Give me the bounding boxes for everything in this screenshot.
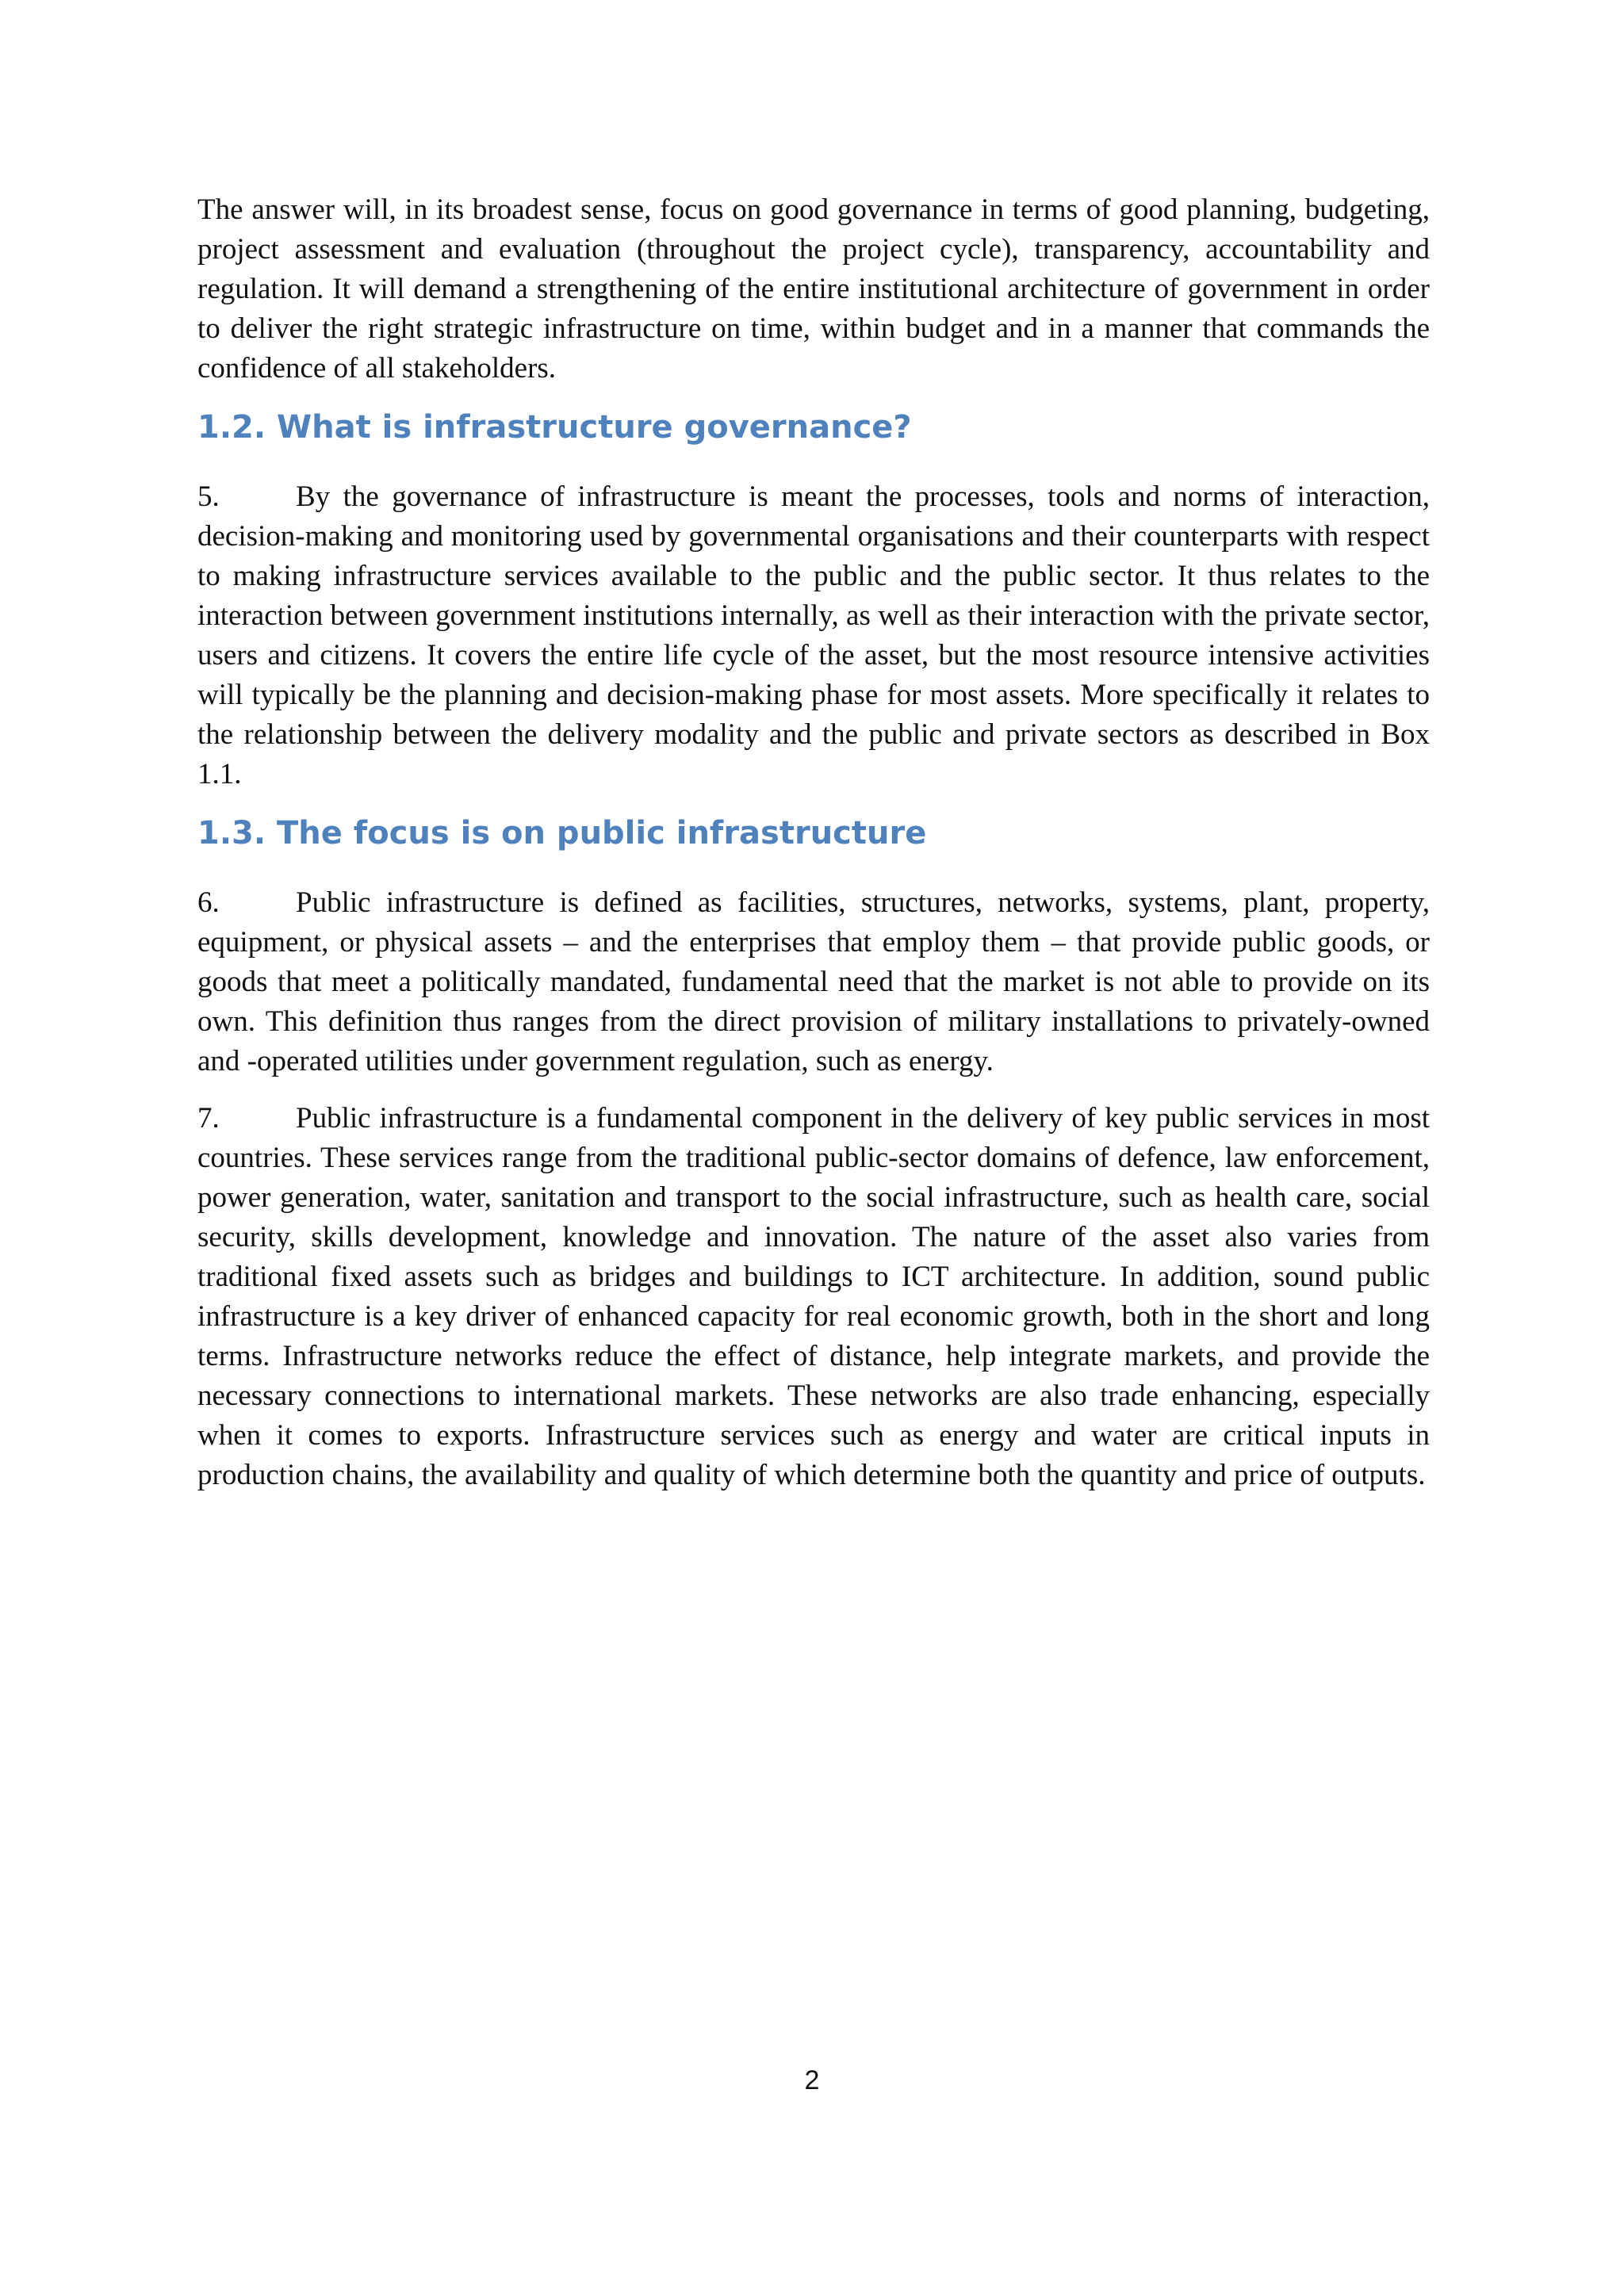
section-heading-1-3: 1.3. The focus is on public infrastructure xyxy=(197,815,927,851)
paragraph-5 xyxy=(197,477,1430,794)
page-number: 2 xyxy=(804,2065,820,2095)
page-content xyxy=(197,190,1430,1513)
paragraph-number: 7. xyxy=(197,1102,220,1135)
section-heading-1-2: 1.2. What is infrastructure governance? xyxy=(197,409,912,446)
paragraph-7 xyxy=(197,1099,1430,1495)
paragraph-text: Public infrastructure is defined as facilities, structures, networks, systems, plant, property, equipment, or physical assets – and the enterprises that employ them – that provide public goods, or goods that meet a politically mandated, fundamental need that the market is not able to provide on its own. This definition thus ranges from the direct provision of military installations to privately-owned and -operated utilities under government regulation, such as energy. xyxy=(197,886,1430,1077)
paragraph-text: Public infrastructure is a fundamental component in the delivery of key public services in most countries. These services range from the traditional public-sector domains of defence, law enforcement, power generation, water, sanitation and transport to the social infrastructure, such as health care, social security, skills development, knowledge and innovation. The nature of the asset also varies from traditional fixed assets such as bridges and buildings to ICT architecture. In addition, sound public infrastructure is a key driver of enhanced capacity for real economic growth, both in the short and long terms. Infrastructure networks reduce the effect of distance, help integrate markets, and provide the necessary connections to international markets. These networks are also trade enhancing, especially when it comes to exports. Infrastructure services such as energy and water are critical inputs in production chains, the availability and quality of which determine both the quantity and price of outputs. xyxy=(197,1102,1430,1491)
paragraph-number: 6. xyxy=(197,886,220,919)
paragraph-text: By the governance of infrastructure is meant the processes, tools and norms of interaction, decision-making and monitoring used by governmental organisations and their counterparts with respect to making infrastructure services available to the public and the public sector. It thus relates to the interaction between government institutions internally, as well as their interaction with the private sector, users and citizens. It covers the entire life cycle of the asset, but the most resource intensive activities will typically be the planning and decision-making phase for most assets. More specifically it relates to the relationship between the delivery modality and the public and private sectors as described in Box 1.1. xyxy=(197,480,1430,790)
paragraph-number: 5. xyxy=(197,480,220,513)
intro-paragraph: The answer will, in its broadest sense, focus on good governance in terms of good planning, budgeting, project assessment and evaluation (throughout the project cycle), transparency, accountability and regulation. It will demand a strengthening of the entire institutional architecture of government in order to deliver the right strategic infrastructure on time, within budget and in a manner that commands the confidence of all stakeholders. xyxy=(197,193,1430,385)
paragraph-6 xyxy=(197,883,1430,1081)
